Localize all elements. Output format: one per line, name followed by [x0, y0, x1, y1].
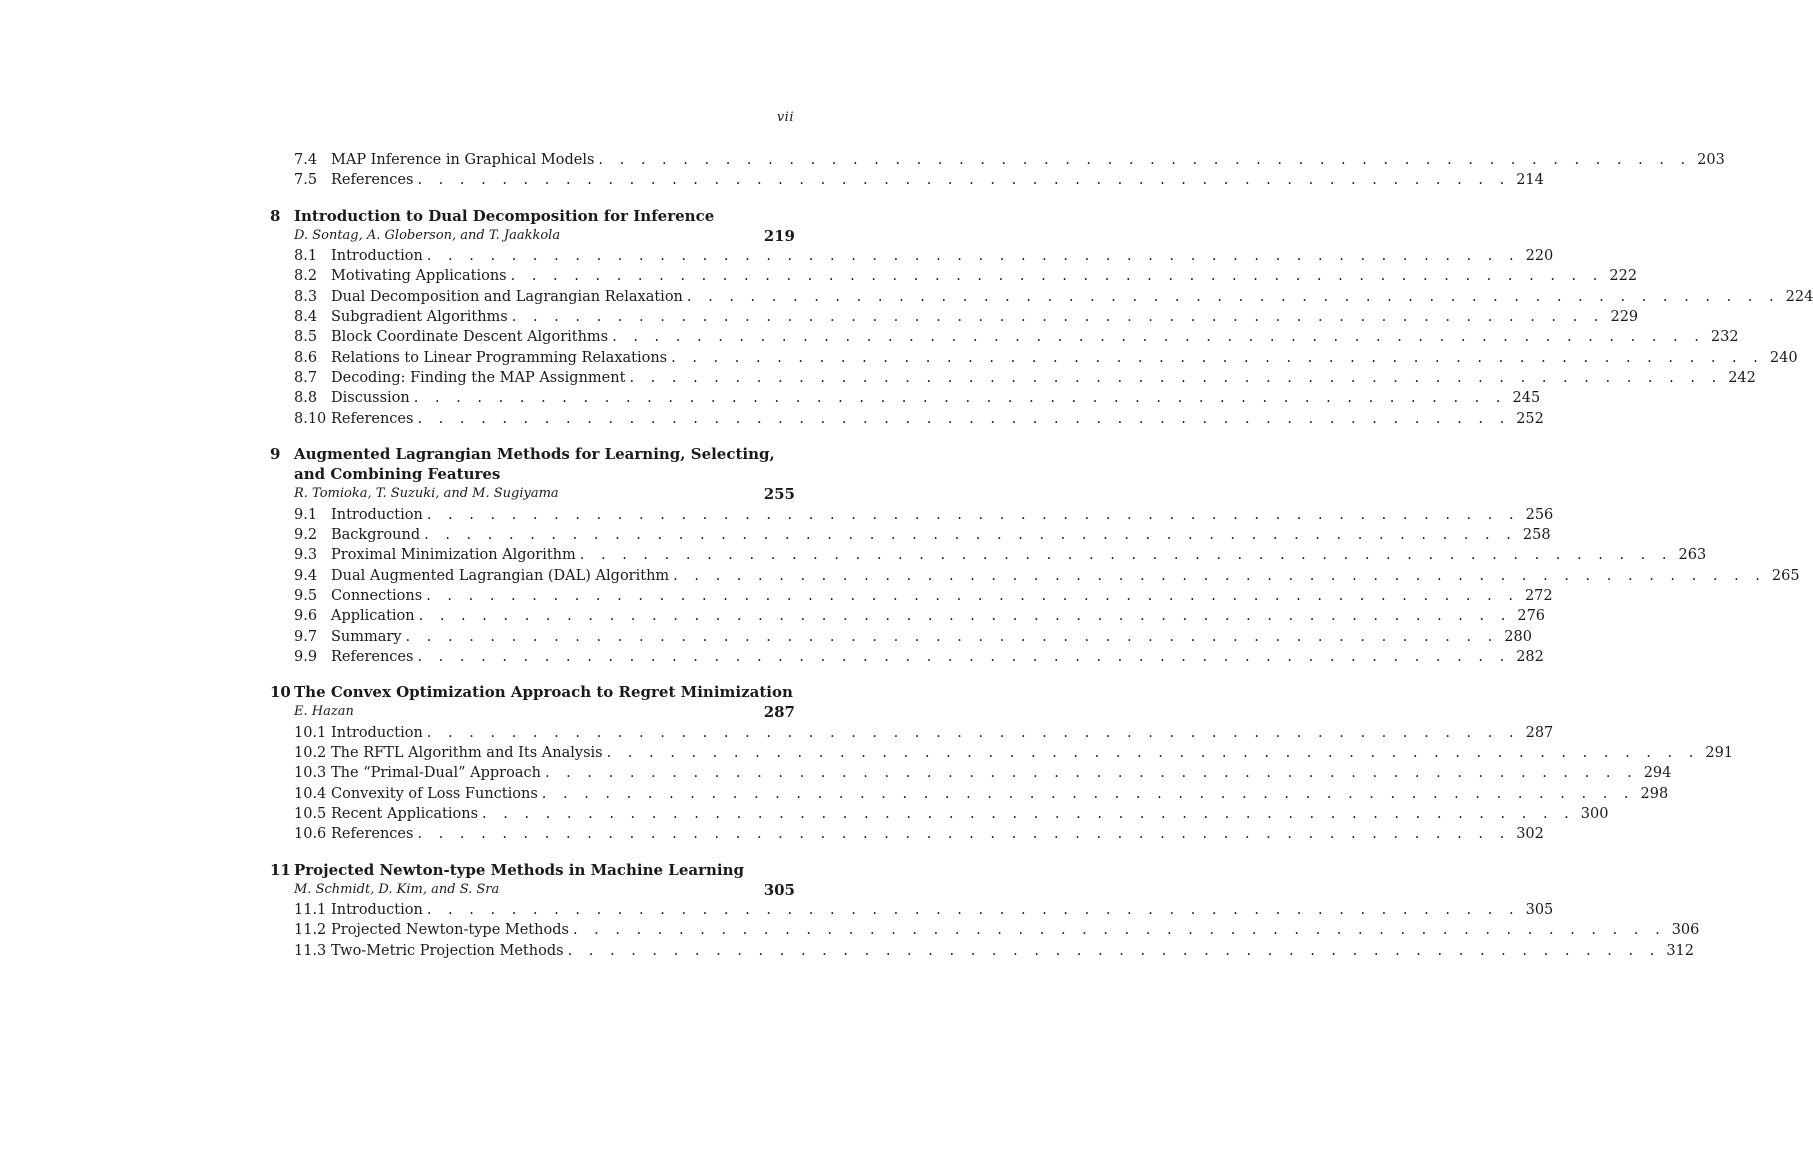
toc-entry [270, 566, 1800, 586]
dot-leader: . . . . . . . . . . . . . . . . . . . . . . . . . . . . . . . . . . . . . . . . . . . . . . . . . . . . [671, 349, 1764, 366]
section-page: 214 [1516, 172, 1544, 189]
section-title: Introduction [331, 902, 423, 919]
section-title: Dual Augmented Lagrangian (DAL) Algorithm [331, 567, 670, 584]
section-number: 10.2 [294, 745, 327, 762]
section-page: 242 [1728, 369, 1756, 386]
section-page: 272 [1524, 587, 1553, 604]
toc-entry [270, 941, 1694, 961]
chapter-heading [270, 206, 795, 226]
section-title: Proximal Minimization Algorithm [331, 547, 576, 564]
chapter [270, 150, 1725, 191]
section-title: Introduction [331, 506, 423, 523]
section-number: 8.10 [294, 410, 327, 427]
section-page: 305 [1525, 902, 1554, 919]
section-title: References [331, 826, 414, 843]
dot-leader: . . . . . . . . . . . . . . . . . . . . . . . . . . . . . . . . . . . . . . . . . . . . . . . . . . . . [629, 369, 1723, 386]
dot-leader: . . . . . . . . . . . . . . . . . . . . . . . . . . . . . . . . . . . . . . . . . . . . . . . . . . . . [510, 268, 1604, 285]
section-number: 9.9 [294, 648, 318, 665]
section-page: 294 [1643, 765, 1672, 782]
page-number: vii [776, 110, 794, 125]
section-title: Convexity of Loss Functions [331, 785, 538, 802]
section-page: 265 [1771, 567, 1800, 584]
chapter-title: Augmented Lagrangian Methods for Learning, Selecting, and Combining Features [294, 444, 775, 484]
toc-entry [270, 287, 1813, 307]
section-page: 252 [1516, 410, 1544, 427]
dot-leader: . . . . . . . . . . . . . . . . . . . . . . . . . . . . . . . . . . . . . . . . . . . . . . . . . . . . [426, 902, 1520, 919]
toc-entry [270, 266, 1638, 286]
chapter-page: 287 [763, 703, 795, 722]
toc-entry [270, 586, 1553, 606]
dot-leader: . . . . . . . . . . . . . . . . . . . . . . . . . . . . . . . . . . . . . . . . . . . . . . . . . . . . [511, 309, 1605, 326]
section-title: Application [331, 608, 415, 625]
chapter-authors-row [270, 226, 795, 246]
chapter-page: 219 [763, 226, 795, 245]
section-number: 11.2 [294, 922, 327, 939]
section-number: 8.5 [294, 329, 318, 346]
dot-leader: . . . . . . . . . . . . . . . . . . . . . . . . . . . . . . . . . . . . . . . . . . . . . . . . . . . . [413, 390, 1507, 407]
section-page: 287 [1525, 724, 1554, 741]
section-title: Two-Metric Projection Methods [331, 942, 564, 959]
section-number: 8.8 [294, 390, 318, 407]
section-number: 8.4 [294, 309, 318, 326]
section-title: Relations to Linear Programming Relaxations [331, 349, 668, 366]
section-page: 224 [1785, 288, 1813, 305]
chapter-authors-row [270, 702, 795, 722]
section-number: 9.5 [294, 587, 318, 604]
section-number: 9.4 [294, 567, 318, 584]
section-number: 9.7 [294, 628, 318, 645]
toc-entry [270, 505, 1554, 525]
section-page: 312 [1666, 942, 1694, 959]
section-page: 256 [1525, 506, 1554, 523]
section-page: 222 [1609, 268, 1638, 285]
chapter-title: Introduction to Dual Decomposition for Inference [294, 206, 715, 225]
section-page: 291 [1705, 745, 1734, 762]
section-number: 8.7 [294, 369, 318, 386]
toc-entry [270, 824, 1544, 844]
chapter-title: The Convex Optimization Approach to Regret Minimization [294, 683, 793, 702]
chapter-page: 305 [763, 880, 795, 899]
dot-leader: . . . . . . . . . . . . . . . . . . . . . . . . . . . . . . . . . . . . . . . . . . . . . . . . . . . . [417, 410, 1511, 427]
dot-leader: . . . . . . . . . . . . . . . . . . . . . . . . . . . . . . . . . . . . . . . . . . . . . . . . . . . . [673, 567, 1766, 584]
chapter-authors: R. Tomioka, T. Suzuki, and M. Sugiyama [294, 486, 559, 502]
section-title: References [331, 648, 414, 665]
dot-leader: . . . . . . . . . . . . . . . . . . . . . . . . . . . . . . . . . . . . . . . . . . . . . . . . . . . . [426, 248, 1520, 265]
chapter-number: 10 [270, 683, 291, 702]
section-number: 8.3 [294, 288, 318, 305]
section-page: 300 [1580, 805, 1609, 822]
dot-leader: . . . . . . . . . . . . . . . . . . . . . . . . . . . . . . . . . . . . . . . . . . . . . . . . . . . . [418, 608, 1512, 625]
section-page: 302 [1516, 826, 1544, 843]
section-number: 8.2 [294, 268, 318, 285]
dot-leader: . . . . . . . . . . . . . . . . . . . . . . . . . . . . . . . . . . . . . . . . . . . . . . . . . . . . [426, 724, 1520, 741]
toc-entry [270, 763, 1672, 783]
section-title: Subgradient Algorithms [331, 309, 508, 326]
dot-leader: . . . . . . . . . . . . . . . . . . . . . . . . . . . . . . . . . . . . . . . . . . . . . . . . . . . . [482, 805, 1575, 822]
chapter [270, 860, 1700, 961]
section-page: 240 [1769, 349, 1798, 366]
chapter-authors: E. Hazan [294, 704, 354, 720]
dot-leader: . . . . . . . . . . . . . . . . . . . . . . . . . . . . . . . . . . . . . . . . . . . . . . . . . . . . [424, 527, 1517, 544]
dot-leader: . . . . . . . . . . . . . . . . . . . . . . . . . . . . . . . . . . . . . . . . . . . . . . . . . . . . [612, 329, 1705, 346]
chapter [270, 206, 1813, 429]
toc-entry [270, 348, 1798, 368]
chapter-page: 255 [763, 485, 795, 504]
chapter-heading [270, 682, 795, 702]
dot-leader: . . . . . . . . . . . . . . . . . . . . . . . . . . . . . . . . . . . . . . . . . . . . . . . . . . . . [405, 628, 1499, 645]
chapter-number: 8 [270, 206, 281, 225]
chapter [270, 682, 1734, 844]
toc-entry [270, 545, 1707, 565]
section-page: 220 [1525, 248, 1554, 265]
dot-leader: . . . . . . . . . . . . . . . . . . . . . . . . . . . . . . . . . . . . . . . . . . . . . . . . . . . . [579, 547, 1673, 564]
section-title: Decoding: Finding the MAP Assignment [331, 369, 626, 386]
toc-entry [270, 170, 1544, 190]
toc-entry [270, 743, 1734, 763]
section-number: 7.5 [294, 172, 318, 189]
section-number: 10.4 [294, 785, 327, 802]
dot-leader: . . . . . . . . . . . . . . . . . . . . . . . . . . . . . . . . . . . . . . . . . . . . . . . . . . . . [417, 648, 1511, 665]
section-number: 9.1 [294, 506, 318, 523]
section-title: Summary [331, 628, 402, 645]
dot-leader: . . . . . . . . . . . . . . . . . . . . . . . . . . . . . . . . . . . . . . . . . . . . . . . . . . . . [606, 745, 1700, 762]
section-title: Introduction [331, 724, 423, 741]
toc-entry [270, 368, 1756, 388]
section-page: 298 [1640, 785, 1669, 802]
section-number: 9.6 [294, 608, 318, 625]
toc-entry [270, 150, 1725, 170]
section-page: 258 [1522, 527, 1551, 544]
section-number: 10.5 [294, 805, 327, 822]
section-title: Block Coordinate Descent Algorithms [331, 329, 609, 346]
dot-leader: . . . . . . . . . . . . . . . . . . . . . . . . . . . . . . . . . . . . . . . . . . . . . . . . . . . . [544, 765, 1638, 782]
section-title: References [331, 172, 414, 189]
dot-leader: . . . . . . . . . . . . . . . . . . . . . . . . . . . . . . . . . . . . . . . . . . . . . . . . . . . . [567, 942, 1661, 959]
toc-entry [270, 723, 1554, 743]
chapter [270, 444, 1800, 667]
section-page: 276 [1517, 608, 1546, 625]
section-page: 282 [1516, 648, 1544, 665]
section-title: Dual Decomposition and Lagrangian Relaxation [331, 288, 683, 305]
dot-leader: . . . . . . . . . . . . . . . . . . . . . . . . . . . . . . . . . . . . . . . . . . . . . . . . . . . . [598, 152, 1692, 168]
dot-leader: . . . . . . . . . . . . . . . . . . . . . . . . . . . . . . . . . . . . . . . . . . . . . . . . . . . . [426, 506, 1520, 523]
section-title: Motivating Applications [331, 268, 507, 285]
section-page: 280 [1504, 628, 1532, 645]
section-number: 11.1 [294, 902, 327, 919]
table-of-contents [270, 150, 1813, 961]
section-number: 7.4 [294, 152, 318, 168]
toc-entry [270, 307, 1639, 327]
section-number: 10.3 [294, 765, 327, 782]
section-page: 263 [1678, 547, 1707, 564]
section-page: 245 [1512, 390, 1541, 407]
chapter-heading [270, 860, 795, 880]
toc-entry [270, 409, 1544, 429]
section-title: Connections [331, 587, 423, 604]
chapter-authors: D. Sontag, A. Globerson, and T. Jaakkola [294, 227, 561, 243]
section-number: 11.3 [294, 942, 327, 959]
chapter-title: Projected Newton-type Methods in Machine Learning [294, 860, 745, 879]
dot-leader: . . . . . . . . . . . . . . . . . . . . . . . . . . . . . . . . . . . . . . . . . . . . . . . . . . . . [426, 587, 1519, 604]
toc-entry [270, 525, 1551, 545]
section-title: Discussion [331, 390, 410, 407]
chapter-authors-row [270, 880, 795, 900]
section-title: Introduction [331, 248, 423, 265]
section-number: 9.3 [294, 547, 318, 564]
toc-entry [270, 606, 1546, 626]
toc-entry [270, 627, 1532, 647]
section-title: Recent Applications [331, 805, 479, 822]
section-number: 8.1 [294, 248, 318, 265]
section-number: 10.1 [294, 724, 327, 741]
dot-leader: . . . . . . . . . . . . . . . . . . . . . . . . . . . . . . . . . . . . . . . . . . . . . . . . . . . . [541, 785, 1635, 802]
section-title: MAP Inference in Graphical Models [331, 152, 595, 168]
chapter-heading [270, 444, 795, 485]
toc-entry [270, 647, 1544, 667]
dot-leader: . . . . . . . . . . . . . . . . . . . . . . . . . . . . . . . . . . . . . . . . . . . . . . . . . . . . [417, 172, 1511, 189]
section-page: 232 [1710, 329, 1739, 346]
section-title: References [331, 410, 414, 427]
toc-entry [270, 920, 1700, 940]
dot-leader: . . . . . . . . . . . . . . . . . . . . . . . . . . . . . . . . . . . . . . . . . . . . . . . . . . . . [417, 826, 1511, 843]
section-page: 306 [1671, 922, 1700, 939]
chapter-number: 11 [270, 860, 291, 879]
toc-entry [270, 327, 1739, 347]
section-title: The RFTL Algorithm and Its Analysis [331, 745, 603, 762]
section-number: 10.6 [294, 826, 327, 843]
section-title: The “Primal-Dual” Approach [331, 765, 541, 782]
toc-entry [270, 804, 1609, 824]
toc-entry [270, 246, 1554, 266]
dot-leader: . . . . . . . . . . . . . . . . . . . . . . . . . . . . . . . . . . . . . . . . . . . . . . . . . . . . [572, 922, 1666, 939]
toc-entry [270, 900, 1554, 920]
chapter-authors: M. Schmidt, D. Kim, and S. Sra [294, 881, 500, 897]
section-page: 229 [1610, 309, 1639, 326]
toc-entry [270, 784, 1669, 804]
section-number: 8.6 [294, 349, 318, 366]
dot-leader: . . . . . . . . . . . . . . . . . . . . . . . . . . . . . . . . . . . . . . . . . . . . . . . . . . . . [686, 288, 1780, 305]
chapter-number: 9 [270, 444, 281, 463]
chapter-authors-row [270, 484, 795, 504]
section-title: Projected Newton-type Methods [331, 922, 569, 939]
section-title: Background [331, 527, 421, 544]
section-page: 203 [1697, 152, 1725, 168]
section-number: 9.2 [294, 527, 318, 544]
toc-entry [270, 388, 1541, 408]
